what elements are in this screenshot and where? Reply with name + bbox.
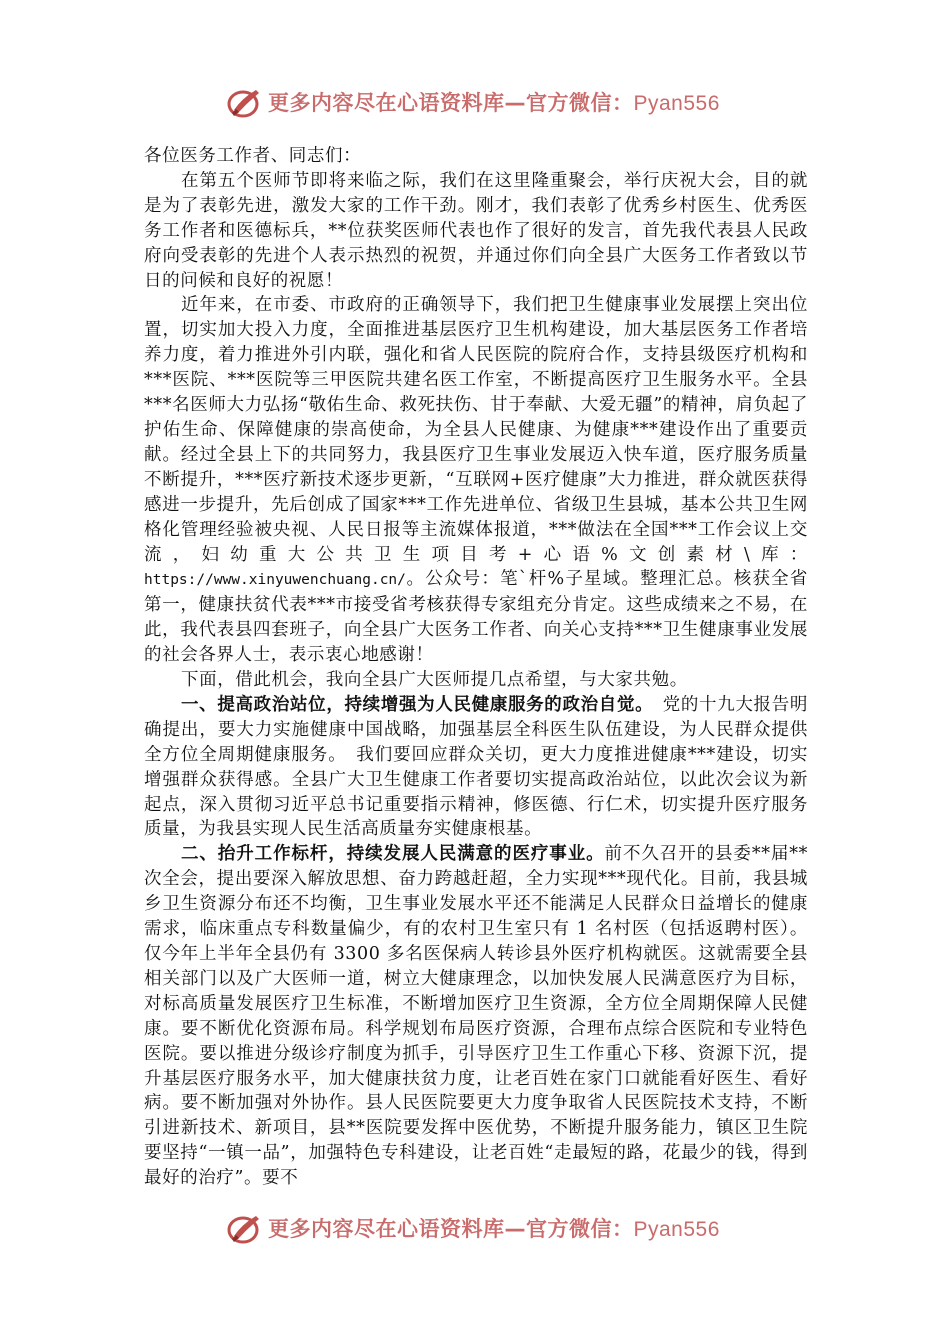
section-1-body: 党的十九大报告明确提出，要大力实施健康中国战略，加强基层全科医生队伍建设，为人民群众提供全方位全周期健康服务。 我们要回应群众关切，更大力度推进健康***建设，切实增强群众获得感。全县广大卫生健康工作者要切实提高政治站位，以此次会议为新起点，深入贯彻习近平总书记重要指示精神，修医德、行仁术，切实提升医疗服务质量，为我县实现人民生活高质量夯实健康根基。 <box>144 694 808 840</box>
watermark-wechat-label: —官方微信： <box>504 1217 634 1241</box>
watermark-wechat-label: —官方微信： <box>504 91 634 115</box>
brush-logo-icon <box>226 86 264 120</box>
section-1-heading: 一、提高政治站位，持续增强为人民健康服务的政治自觉。 <box>181 694 645 715</box>
brush-logo-icon <box>226 1212 264 1246</box>
salutation: 各位医务工作者、同志们： <box>144 146 362 166</box>
source-url-text: https://www.xinyuwenchuang.cn/ <box>144 572 406 589</box>
paragraph-1: 在第五个医师节即将来临之际，我们在这里隆重聚会，举行庆祝大会，目的就是为了表彰先进，激发大家的工作干劲。刚才，我们表彰了优秀乡村医生、优秀医务工作者和医德标兵，**位获奖医师代表也作了很好的发言，首先我代表县人民政府向受表彰的先进个人表示热烈的祝贺，并通过你们向全县广大医务工作者致以节日的问候和良好的祝愿！ <box>144 170 808 291</box>
paragraph-5 <box>144 842 808 1191</box>
paragraph-2-part-a: 近年来，在市委、市政府的正确领导下，我们把卫生健康事业发展摆上突出位置，切实加大投入力度，全面推进基层医疗卫生机构建设，加大基层医务工作者培养力度，着力推进外引内联，强化和省人民医院的院府合作，支持县级医疗机构和***医院、***医院等三甲医院共建名医工作室，不断提高医疗卫生服务水平。全县***名医师大力弘扬“敬佑生命、救死扶伤、甘于奉献、大爱无疆”的精神，肩负起了护佑生命、保障健康的崇高使命，为全县人民健康、为健康***建设作出了重要贡献。经过全县上下的共同努力，我县医疗卫生事业发展迈入快车道，医疗服务质量不断提升，***医疗新技术逐步更新，“互联网+医疗健康”大力推进，群众就医获得感进一步提升，先后创成了国家***工作先进单位、省级卫生县城，基本公共卫生网格化管理经验被央视、人民日报等主流媒体报道，***做法在全国***工作会议上交流，妇幼重大公共卫生项目考+心语%文创素材\库： <box>144 295 808 565</box>
footer-watermark-banner <box>0 1210 950 1250</box>
watermark-text <box>268 89 720 118</box>
paragraph-4 <box>144 693 808 842</box>
paragraph-3: 下面，借此机会，我向全县广大医师提几点希望，与大家共勉。 <box>181 670 688 691</box>
watermark-main-text: 更多内容尽在心语资料库 <box>268 90 505 115</box>
watermark-wechat-id: Pyan556 <box>633 1218 720 1241</box>
watermark-wechat-id: Pyan556 <box>633 92 720 115</box>
section-2-body: 前不久召开的县委**届**次全会，提出要深入解放思想、奋力跨越赶超，全力实现***现代化。目前，我县城乡卫生资源分布还不均衡，卫生事业发展水平还不能满足人民群众日益增长的健康需求，临床重点专科数量偏少，有的农村卫生室只有 1 名村医（包括返聘村医）。仅今年上半年全县仍有 3300 多名医保病人转诊县外医疗机构就医。这就需要全县相关部门以及广大医师一道，树立大健康理念，以加快发展人民满意医疗为目标，对标高质量发展医疗卫生标准，不断增加医疗卫生资源，全方位全周期保障人民健康。要不断优化资源布局。科学规划布局医疗资源，合理布点综合医院和专业特色医院。要以推进分级诊疗制度为抓手，引导医疗卫生工作重心下移、资源下沉，提升基层医疗服务水平，加大健康扶贫力度，让老百姓在家门口就能看好医生、看好病。要不断加强对外协作。县人民医院要更大力度争取省人民医院技术支持，不断引进新技术、新项目，县**医院要发挥中医优势，不断提升服务能力，镇区卫生院要坚持“一镇一品”，加强特色专科建设，让老百姓“走最短的路，花最少的钱，得到最好的治疗”。要不 <box>144 844 808 1189</box>
watermark-text <box>268 1215 720 1244</box>
watermark-main-text: 更多内容尽在心语资料库 <box>268 1216 505 1241</box>
header-watermark-banner <box>0 84 950 124</box>
document-body <box>144 144 808 1191</box>
paragraph-2-part-b: 。公众号：笔`杆%子星域。整理汇总。核获全省第一，健康扶贫代表***市接受省考核获得专家组充分肯定。这些成绩来之不易，在此，我代表县四套班子，向全县广大医务工作者、向关心支持***卫生健康事业发展的社会各界人士，表示衷心地感谢！ <box>144 569 808 666</box>
section-2-heading: 二、抬升工作标杆，持续发展人民满意的医疗事业。 <box>181 844 605 865</box>
paragraph-2 <box>144 293 808 668</box>
